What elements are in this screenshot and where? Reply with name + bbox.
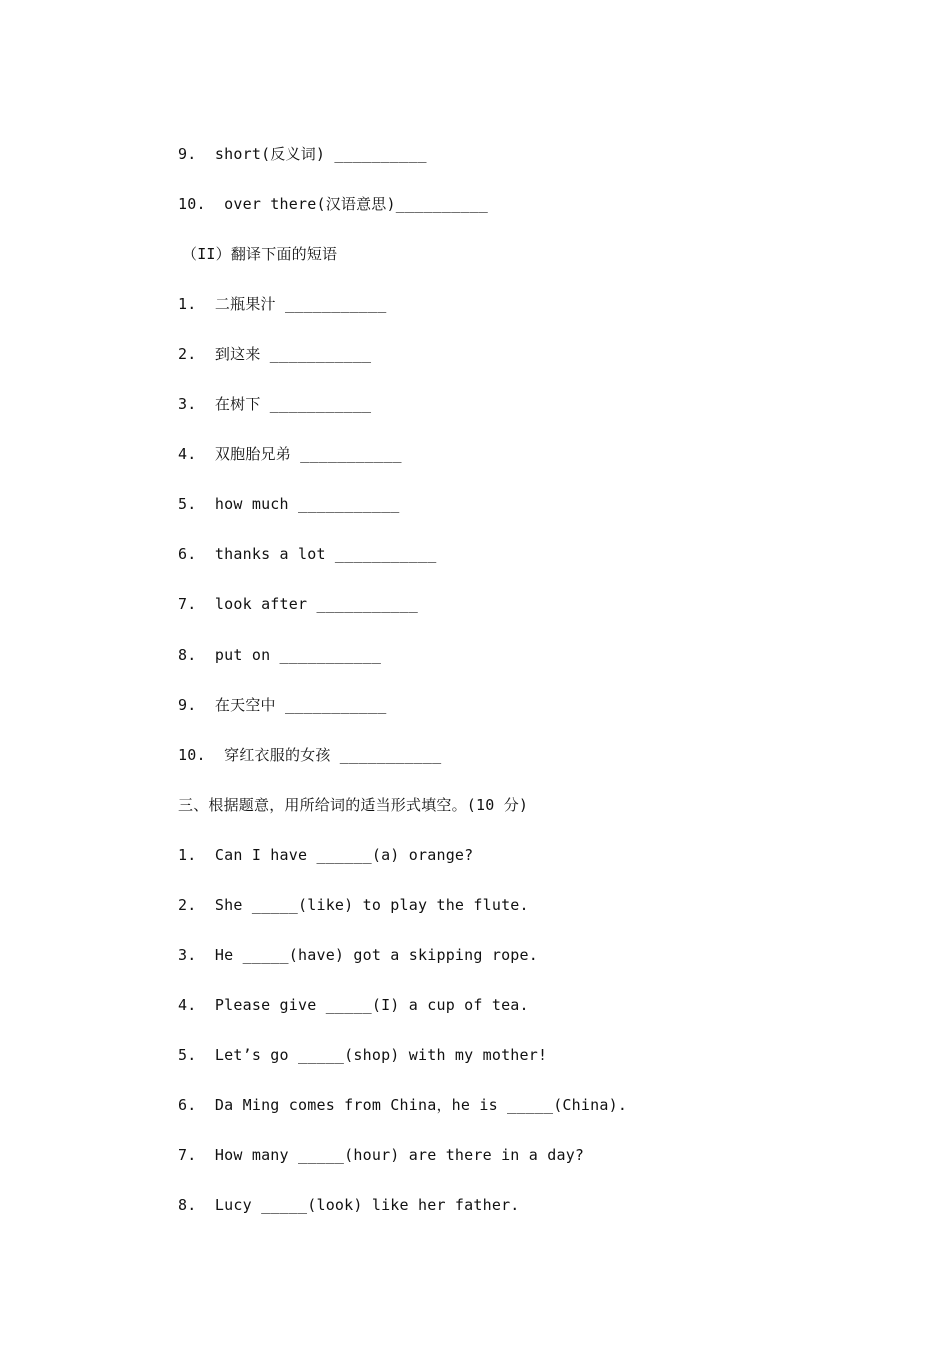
phrase-item-3: 3. 在树下 ___________ <box>178 395 372 413</box>
phrase-item-7: 7. look after ___________ <box>178 595 418 613</box>
fill-item-7: 7. How many _____(hour) are there in a day? <box>178 1146 585 1164</box>
vocab-item-10: 10. over there(汉语意思)__________ <box>178 195 489 213</box>
vocab-item-9: 9. short(反义词) __________ <box>178 145 427 163</box>
fill-item-3: 3. He _____(have) got a skipping rope. <box>178 946 538 964</box>
fill-item-6: 6. Da Ming comes from China，he is _____(China). <box>178 1096 628 1114</box>
phrase-item-10: 10. 穿红衣服的女孩 ___________ <box>178 746 442 764</box>
fill-item-2: 2. She _____(like) to play the flute. <box>178 896 529 914</box>
phrase-item-9: 9. 在天空中 ___________ <box>178 696 387 714</box>
fill-item-1: 1. Can I have ______(a) orange? <box>178 846 474 864</box>
fill-item-5: 5. Let’s go _____(shop) with my mother! <box>178 1046 548 1064</box>
phrase-item-8: 8. put on ___________ <box>178 646 382 664</box>
phrase-item-1: 1. 二瓶果汁 ___________ <box>178 295 387 313</box>
phrase-item-5: 5. how much ___________ <box>178 495 400 513</box>
phrase-item-4: 4. 双胞胎兄弟 ___________ <box>178 445 402 463</box>
fill-item-8: 8. Lucy _____(look) like her father. <box>178 1196 520 1214</box>
phrase-item-2: 2. 到这来 ___________ <box>178 345 372 363</box>
section-2-title: （II）翻译下面的短语 <box>182 245 338 263</box>
fill-item-4: 4. Please give _____(I) a cup of tea. <box>178 996 529 1014</box>
phrase-item-6: 6. thanks a lot ___________ <box>178 545 437 563</box>
section-3-title: 三、根据题意，用所给词的适当形式填空。(10 分) <box>178 796 529 814</box>
